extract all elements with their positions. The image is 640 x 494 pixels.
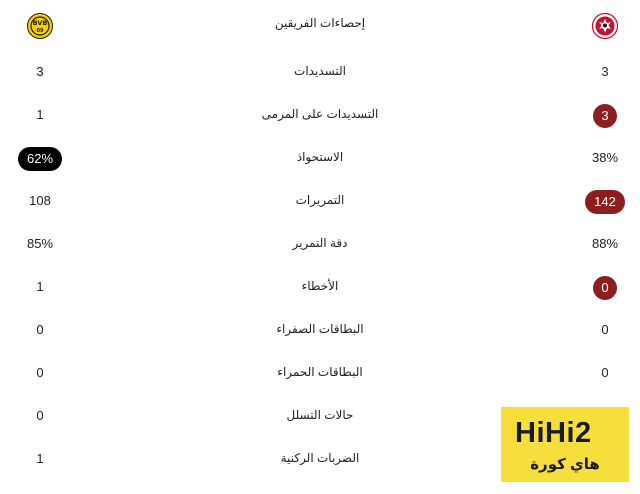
stat-label: حالات التسلل [286, 408, 354, 422]
stat-row [0, 179, 640, 222]
svg-text:BVB: BVB [32, 19, 48, 27]
eintracht-eagle-crest-icon [592, 13, 618, 39]
stat-right-text: 3 [601, 64, 609, 79]
stat-right-value [565, 179, 640, 222]
stat-right-value [565, 93, 640, 136]
stat-right-text: 38% [591, 150, 619, 165]
stat-left-text: 1 [36, 279, 44, 294]
stat-label: البطاقات الصفراء [276, 322, 364, 336]
stat-label: الضربات الركنية [280, 451, 360, 465]
stat-right-text: 0 [601, 322, 609, 337]
stat-row [0, 265, 640, 308]
stat-label: التمريرات [295, 193, 345, 207]
stat-left-value [0, 222, 80, 265]
stat-right-value [565, 308, 640, 351]
stat-label: البطاقات الحمراء [277, 365, 363, 379]
stat-row [0, 50, 640, 93]
stat-left-value [0, 50, 80, 93]
stat-left-text: 62% [18, 147, 62, 171]
stat-row [0, 93, 640, 136]
stat-right-text: 3 [593, 104, 617, 128]
stat-label: الأخطاء [301, 279, 339, 293]
stat-left-text: 1 [36, 451, 44, 466]
stat-right-value [565, 265, 640, 308]
stat-right-value [565, 136, 640, 179]
watermark-main-text: HiHi2 [515, 417, 592, 449]
stat-left-value [0, 351, 80, 394]
stat-left-value [0, 308, 80, 351]
stat-row [0, 222, 640, 265]
svg-text:09: 09 [36, 28, 44, 34]
stat-right-value [565, 222, 640, 265]
stat-left-text: 3 [36, 64, 44, 79]
stat-label: التسديدات [294, 64, 346, 78]
stat-label: التسديدات على المرمى [261, 107, 379, 121]
stat-left-value [0, 136, 80, 179]
stat-left-value [0, 93, 80, 136]
stat-label: دقة التمرير [292, 236, 348, 250]
stat-left-value [0, 437, 80, 480]
stat-right-text: 88% [591, 236, 619, 251]
stat-left-text: 0 [36, 408, 44, 423]
watermark-sub-text: هاي كورة [530, 456, 600, 473]
stat-right-text: 0 [601, 365, 609, 380]
stat-left-text: 0 [36, 365, 44, 380]
stat-left-value [0, 179, 80, 222]
stats-header [0, 0, 640, 48]
stat-row [0, 351, 640, 394]
stat-left-value [0, 394, 80, 437]
stat-right-value [565, 50, 640, 93]
stat-left-text: 0 [36, 322, 44, 337]
stat-right-value [565, 351, 640, 394]
stat-row [0, 136, 640, 179]
stat-row [0, 308, 640, 351]
stat-left-value [0, 265, 80, 308]
stat-left-text: 85% [26, 236, 54, 251]
page-title: إحصاءات الفريقين [274, 16, 366, 30]
stat-left-text: 1 [36, 107, 44, 122]
stat-right-text: 0 [593, 276, 617, 300]
watermark-logo [501, 407, 629, 482]
stat-left-text: 108 [29, 193, 51, 208]
stat-right-text: 142 [585, 190, 625, 214]
stat-label: الاستحواذ [296, 150, 344, 164]
